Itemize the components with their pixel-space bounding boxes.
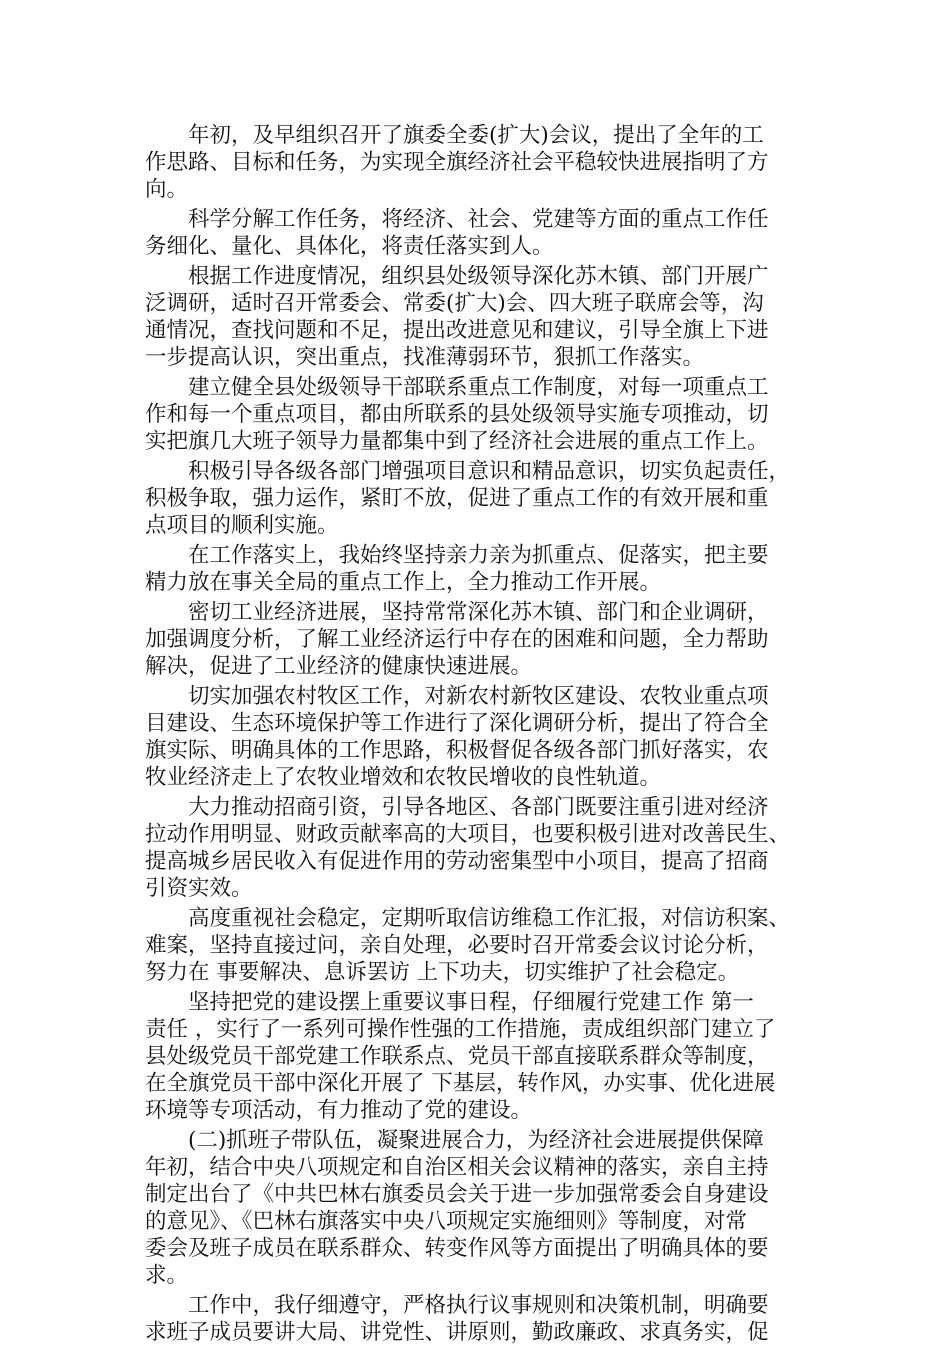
text-line: 密切工业经济进展，坚持常常深化苏木镇、部门和企业调研， <box>188 600 769 625</box>
text-line: 目建设、生态环境保护等工作进行了深化调研分析，提出了符合全 <box>145 711 769 736</box>
paragraph-12 <box>145 1127 810 1289</box>
paragraph-6 <box>145 542 810 596</box>
text-line: 一步提高认识，突出重点，找准薄弱环节，狠抓工作落实。 <box>145 345 705 370</box>
paragraph-11 <box>145 989 810 1124</box>
text-line: 实把旗几大班子领导力量都集中到了经济社会进展的重点工作上。 <box>145 429 769 454</box>
text-line: 作和每一个重点项目，都由所联系的县处级领导实施专项推动，切 <box>145 402 769 427</box>
text-line: 委会及班子成员在联系群众、转变作风等方面提出了明确具体的要 <box>145 1236 769 1261</box>
paragraph-7 <box>145 599 810 680</box>
text-line: 制定出台了《中共巴林右旗委员会关于进一步加强常委会自身建设 <box>145 1182 769 1207</box>
text-line: 难案，坚持直接过问，亲自处理，必要时召开常委会议讨论分析， <box>145 933 769 958</box>
paragraph-3 <box>145 263 810 371</box>
text-line: 切实加强农村牧区工作，对新农村新牧区建设、农牧业重点项 <box>188 684 769 709</box>
text-line: 在工作落实上，我始终坚持亲力亲为抓重点、促落实，把主要 <box>188 543 769 568</box>
paragraph-2 <box>145 206 810 260</box>
text-line: 通情况，查找问题和不足，提出改进意见和建议，引导全旗上下进 <box>145 318 769 343</box>
text-line: 坚持把党的建设摆上重要议事日程，仔细履行党建工作 第一 <box>188 990 754 1015</box>
document-body <box>145 122 810 1349</box>
text-line: 牧业经济走上了农牧业增效和农牧民增收的良性轨道。 <box>145 765 662 790</box>
text-line: 加强调度分析，了解工业经济运行中存在的困难和问题，全力帮助 <box>145 627 769 652</box>
text-line: 的意见》、《巴林右旗落实中央八项规定实施细则》等制度，对常 <box>145 1209 748 1234</box>
text-line: 求。 <box>145 1263 189 1288</box>
text-line: 县处级党员干部党建工作联系点、党员干部直接联系群众等制度， <box>145 1044 769 1069</box>
text-line: 在全旗党员干部中深化开展了 下基层，转作风，办实事、优化进展 <box>145 1071 776 1096</box>
text-line: 提高城乡居民收入有促进作用的劳动密集型中小项目，提高了招商 <box>145 849 769 874</box>
text-line: 科学分解工作任务，将经济、社会、党建等方面的重点工作任 <box>188 207 769 232</box>
paragraph-13 <box>145 1292 810 1346</box>
text-line: 工作中，我仔细遵守，严格执行议事规则和决策机制，明确要 <box>188 1293 769 1318</box>
text-line: 根据工作进度情况，组织县处级领导深化苏木镇、部门开展广 <box>188 264 769 289</box>
text-line: 高度重视社会稳定，定期听取信访维稳工作汇报，对信访积案、 <box>188 906 791 931</box>
text-line: 务细化、量化、具体化，将责任落实到人。 <box>145 234 554 259</box>
text-line: 拉动作用明显、财政贡献率高的大项目，也要积极引进对改善民生、 <box>145 822 791 847</box>
text-line: 求班子成员要讲大局、讲党性、讲原则，勤政廉政、求真务实，促 <box>145 1320 769 1345</box>
text-line: 作思路、目标和任务，为实现全旗经济社会平稳较快进展指明了方 <box>145 150 769 175</box>
text-line: 环境等专项活动，有力推动了党的建设。 <box>145 1098 533 1123</box>
text-line: 大力推动招商引资，引导各地区、各部门既要注重引进对经济 <box>188 795 769 820</box>
text-line: 积极争取，强力运作，紧盯不放，促进了重点工作的有效开展和重 <box>145 486 769 511</box>
text-line: (二)抓班子带队伍，凝聚进展合力，为经济社会进展提供保障 <box>188 1128 764 1153</box>
paragraph-10 <box>145 905 810 986</box>
text-line: 精力放在事关全局的重点工作上，全力推动工作开展。 <box>145 570 662 595</box>
paragraph-8 <box>145 683 810 791</box>
paragraph-5 <box>145 458 810 539</box>
text-line: 引资实效。 <box>145 876 253 901</box>
text-line: 积极引导各级各部门增强项目意识和精品意识，切实负起责任， <box>188 459 791 484</box>
text-line: 年初，结合中央八项规定和自治区相关会议精神的落实，亲自主持 <box>145 1155 769 1180</box>
paragraph-4 <box>145 374 810 455</box>
text-line: 向。 <box>145 177 189 202</box>
text-line: 旗实际、明确具体的工作思路，积极督促各级各部门抓好落实，农 <box>145 738 769 763</box>
text-line: 解决，促进了工业经济的健康快速进展。 <box>145 654 533 679</box>
text-line: 点项目的顺利实施。 <box>145 513 339 538</box>
paragraph-9 <box>145 794 810 902</box>
text-line: 责任 ，实行了一系列可操作性强的工作措施，责成组织部门建立了 <box>145 1017 776 1042</box>
text-line: 泛调研，适时召开常委会、常委(扩大)会、四大班子联席会等，沟 <box>145 291 764 316</box>
text-line: 建立健全县处级领导干部联系重点工作制度，对每一项重点工 <box>188 375 769 400</box>
text-line: 努力在 事要解决、息诉罢访 上下功夫，切实维护了社会稳定。 <box>145 960 740 985</box>
paragraph-1 <box>145 122 810 203</box>
text-line: 年初，及早组织召开了旗委全委(扩大)会议，提出了全年的工 <box>188 123 764 148</box>
